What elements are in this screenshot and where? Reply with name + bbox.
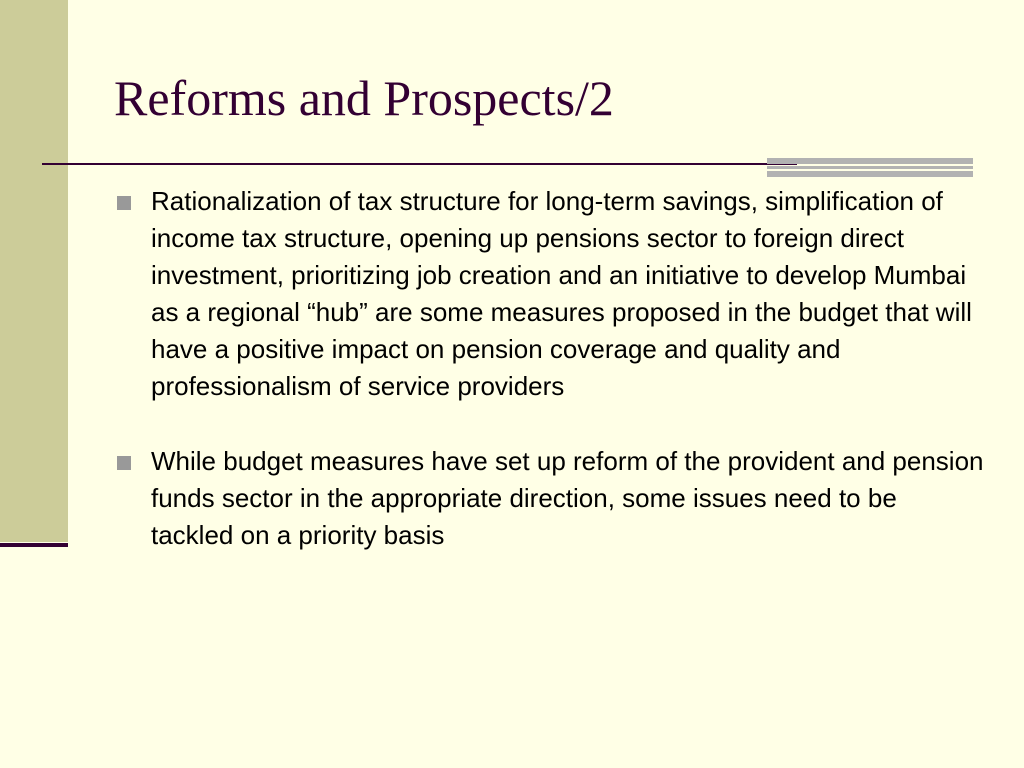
bullet-text: While budget measures have set up reform of the provident and pension funds sector in the appropriate direction, some issues need to be tackled on a priority basis [151, 446, 984, 550]
slide-body [114, 183, 984, 554]
bullet-item [114, 183, 984, 405]
decorative-bar [767, 158, 973, 164]
square-bullet-icon [117, 456, 131, 470]
left-decorative-band [0, 0, 68, 542]
decorative-bar [767, 171, 973, 177]
decorative-bar [767, 166, 973, 169]
bullet-item [114, 443, 984, 554]
bullet-text: Rationalization of tax structure for long-term savings, simplification of income tax structure, opening up pensions sector to foreign direct investment, prioritizing job creation and an initiative to develop Mumbai as a regional “hub” are some measures proposed in the budget that will have a positive impact on pension coverage and quality and professionalism of service providers [151, 186, 972, 401]
square-bullet-icon [117, 196, 131, 210]
title-underline-rule [42, 163, 797, 165]
slide-title: Reforms and Prospects/2 [114, 70, 614, 126]
left-accent-line [0, 543, 68, 547]
